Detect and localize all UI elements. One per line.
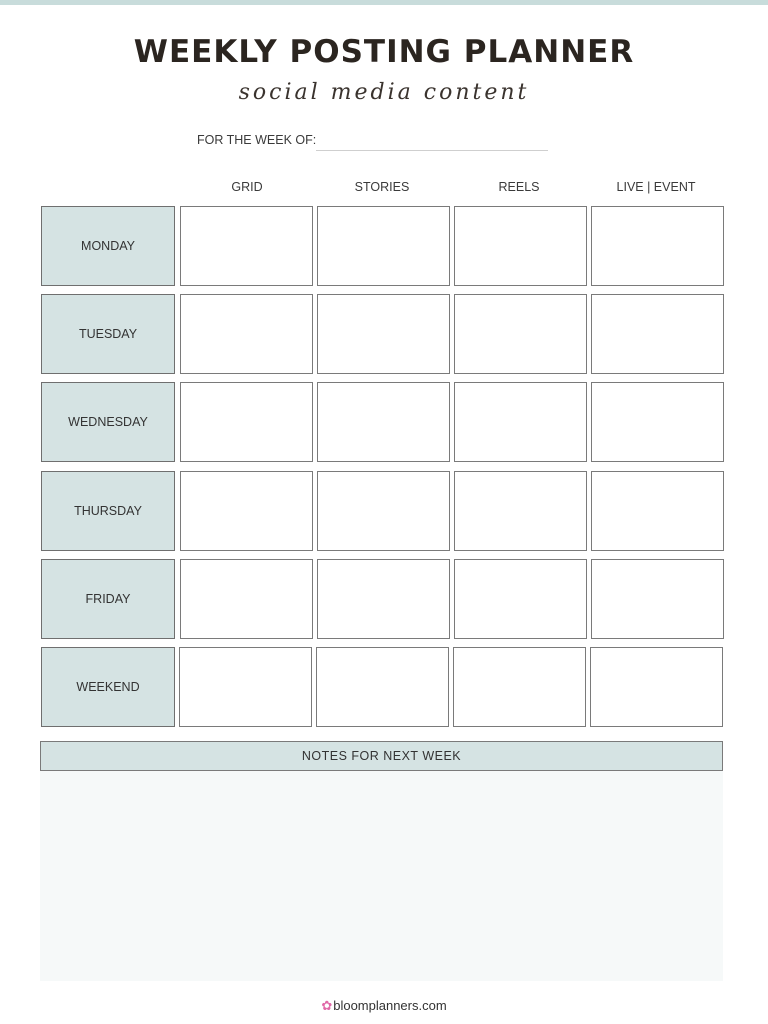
cell-thursday-reels[interactable] xyxy=(454,471,587,551)
top-accent-bar xyxy=(0,0,768,5)
cell-monday-grid[interactable] xyxy=(180,206,313,286)
cell-wednesday-grid[interactable] xyxy=(180,382,313,462)
day-label-monday: MONDAY xyxy=(41,206,175,286)
cell-friday-stories[interactable] xyxy=(317,559,450,639)
cell-friday-reels[interactable] xyxy=(454,559,587,639)
column-header-reels: REELS xyxy=(498,180,540,194)
cell-weekend-stories[interactable] xyxy=(316,647,449,727)
cell-tuesday-stories[interactable] xyxy=(317,294,450,374)
cell-thursday-live-event[interactable] xyxy=(591,471,724,551)
week-of-label: FOR THE WEEK OF: xyxy=(197,133,317,147)
footer-website: bloomplanners.com xyxy=(333,998,447,1013)
cell-wednesday-stories[interactable] xyxy=(317,382,450,462)
week-of-field[interactable] xyxy=(316,150,548,151)
cell-wednesday-live-event[interactable] xyxy=(591,382,724,462)
cell-monday-stories[interactable] xyxy=(317,206,450,286)
cell-thursday-stories[interactable] xyxy=(317,471,450,551)
page-subtitle: social media content xyxy=(238,80,530,105)
page-title: WEEKLY POSTING PLANNER xyxy=(133,34,635,70)
column-header-stories: STORIES xyxy=(354,180,410,194)
cell-weekend-live-event[interactable] xyxy=(590,647,723,727)
column-header-grid: GRID xyxy=(231,180,263,194)
day-label-wednesday: WEDNESDAY xyxy=(41,382,175,462)
cell-wednesday-reels[interactable] xyxy=(454,382,587,462)
day-label-tuesday: TUESDAY xyxy=(41,294,175,374)
cell-thursday-grid[interactable] xyxy=(180,471,313,551)
cell-tuesday-reels[interactable] xyxy=(454,294,587,374)
cell-monday-reels[interactable] xyxy=(454,206,587,286)
column-header-live-event: LIVE | EVENT xyxy=(616,180,696,194)
cell-friday-grid[interactable] xyxy=(180,559,313,639)
day-label-friday: FRIDAY xyxy=(41,559,175,639)
cell-tuesday-live-event[interactable] xyxy=(591,294,724,374)
cell-weekend-grid[interactable] xyxy=(179,647,312,727)
day-label-weekend: WEEKEND xyxy=(41,647,175,727)
notes-header: NOTES FOR NEXT WEEK xyxy=(40,741,723,771)
cell-monday-live-event[interactable] xyxy=(591,206,724,286)
day-label-thursday: THURSDAY xyxy=(41,471,175,551)
notes-area[interactable] xyxy=(40,771,723,981)
footer xyxy=(0,998,768,1014)
cell-weekend-reels[interactable] xyxy=(453,647,586,727)
flower-icon: ✿ xyxy=(321,998,333,1013)
cell-friday-live-event[interactable] xyxy=(591,559,724,639)
cell-tuesday-grid[interactable] xyxy=(180,294,313,374)
